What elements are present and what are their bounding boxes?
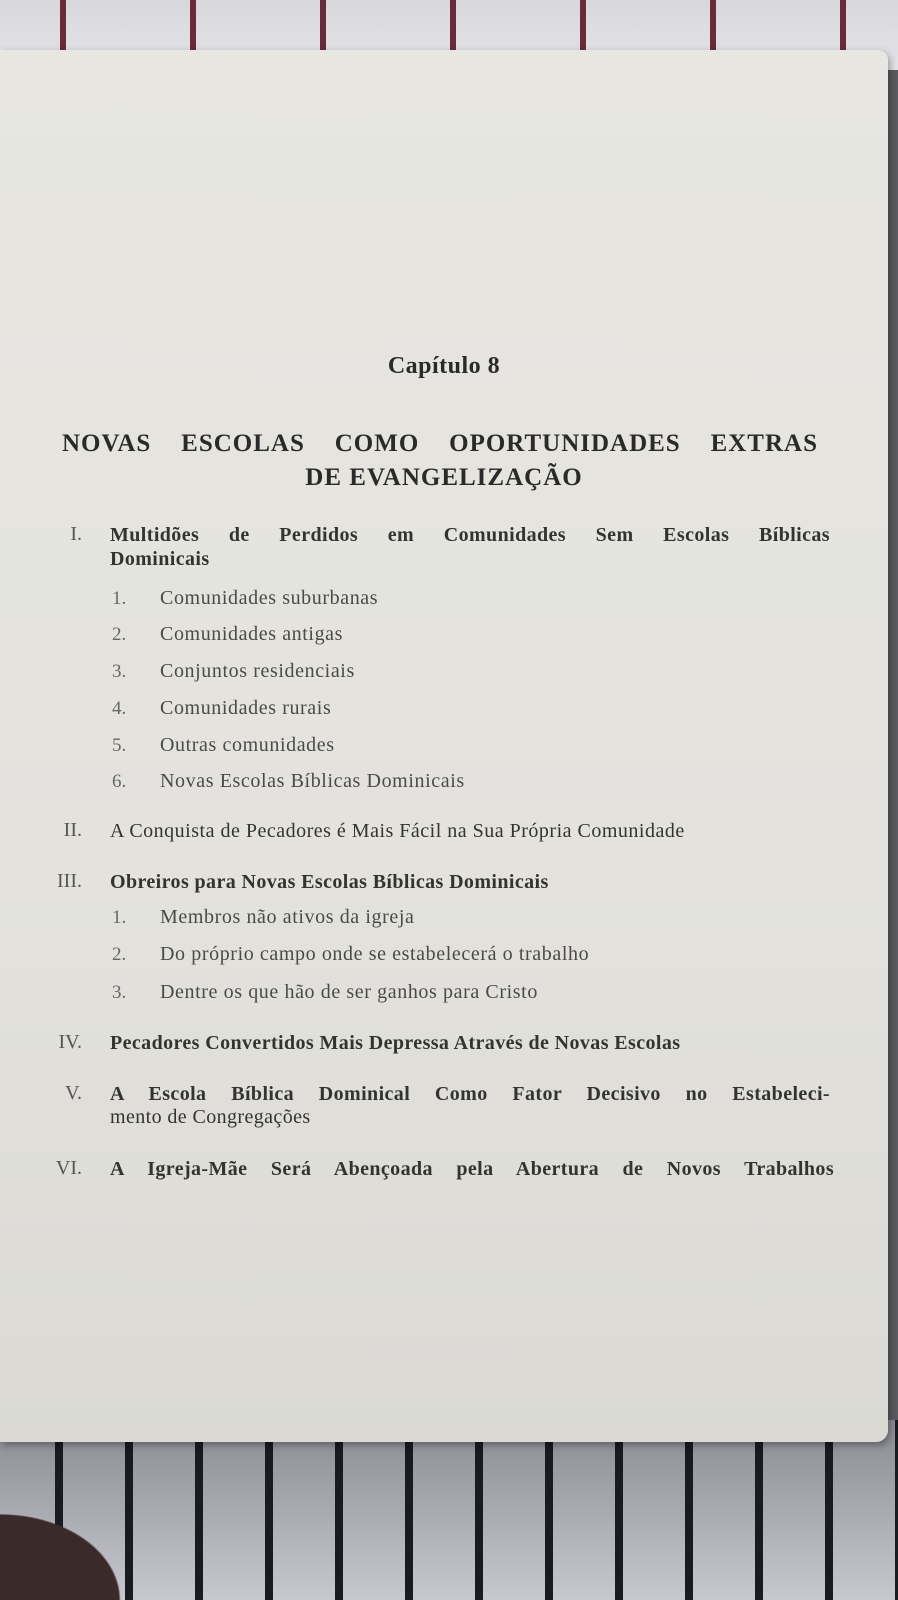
list-item-text: Conjuntos residenciais bbox=[160, 660, 355, 682]
chapter-title-line-2: DE EVANGELIZAÇÃO bbox=[305, 464, 583, 491]
list-item-text: Dentre os que hão de ser ganhos para Cristo bbox=[160, 981, 538, 1003]
section-number-v: V. bbox=[65, 1082, 82, 1104]
list-item-text: Comunidades rurais bbox=[160, 697, 332, 719]
section-heading-vi: A Igreja-Mãe Será Abençoada pela Abertura de Novos Trabalhos bbox=[110, 1158, 834, 1180]
list-item-text: Outras comunidades bbox=[160, 734, 335, 756]
list-item-number: 1. bbox=[112, 907, 127, 928]
list-item-number: 1. bbox=[112, 588, 127, 609]
list-item-number: 4. bbox=[112, 698, 127, 719]
list-item-number: 2. bbox=[112, 944, 127, 965]
section-number-iv: IV. bbox=[58, 1031, 82, 1053]
section-heading-v-line-2: mento de Congregações bbox=[110, 1106, 311, 1128]
section-number-ii: II. bbox=[63, 819, 82, 841]
list-item-number: 3. bbox=[112, 982, 127, 1003]
section-heading-iii: Obreiros para Novas Escolas Bíblicas Dominicais bbox=[110, 871, 549, 893]
section-heading-i-line-1: Multidões de Perdidos em Comunidades Sem Escolas Bíblicas bbox=[110, 524, 830, 546]
section-number-vi: VI. bbox=[55, 1157, 82, 1179]
list-item-text: Membros não ativos da igreja bbox=[160, 906, 415, 928]
list-item-number: 3. bbox=[112, 661, 127, 682]
background-corner bbox=[0, 1500, 140, 1600]
section-heading-iv: Pecadores Convertidos Mais Depressa Através de Novas Escolas bbox=[110, 1032, 681, 1054]
list-item-number: 5. bbox=[112, 735, 127, 756]
section-heading-i-line-2: Dominicais bbox=[110, 548, 210, 570]
section-number-iii: III. bbox=[57, 870, 82, 892]
list-item-text: Comunidades antigas bbox=[160, 623, 344, 645]
section-heading-ii: A Conquista de Pecadores é Mais Fácil na Sua Própria Comunidade bbox=[110, 820, 685, 842]
section-number-i: I. bbox=[70, 523, 82, 545]
list-item-text: Do próprio campo onde se estabelecerá o trabalho bbox=[160, 943, 590, 965]
section-heading-v-line-1: A Escola Bíblica Dominical Como Fator Decisivo no Estabeleci- bbox=[110, 1083, 830, 1105]
list-item-text: Comunidades suburbanas bbox=[160, 587, 379, 609]
list-item-text: Novas Escolas Bíblicas Dominicais bbox=[160, 770, 465, 792]
list-item-number: 6. bbox=[112, 771, 127, 792]
book-page bbox=[0, 50, 888, 1442]
list-item-number: 2. bbox=[112, 624, 127, 645]
chapter-heading: Capítulo 8 bbox=[387, 353, 501, 379]
chapter-title-line-1: NOVAS ESCOLAS COMO OPORTUNIDADES EXTRAS bbox=[62, 430, 818, 457]
